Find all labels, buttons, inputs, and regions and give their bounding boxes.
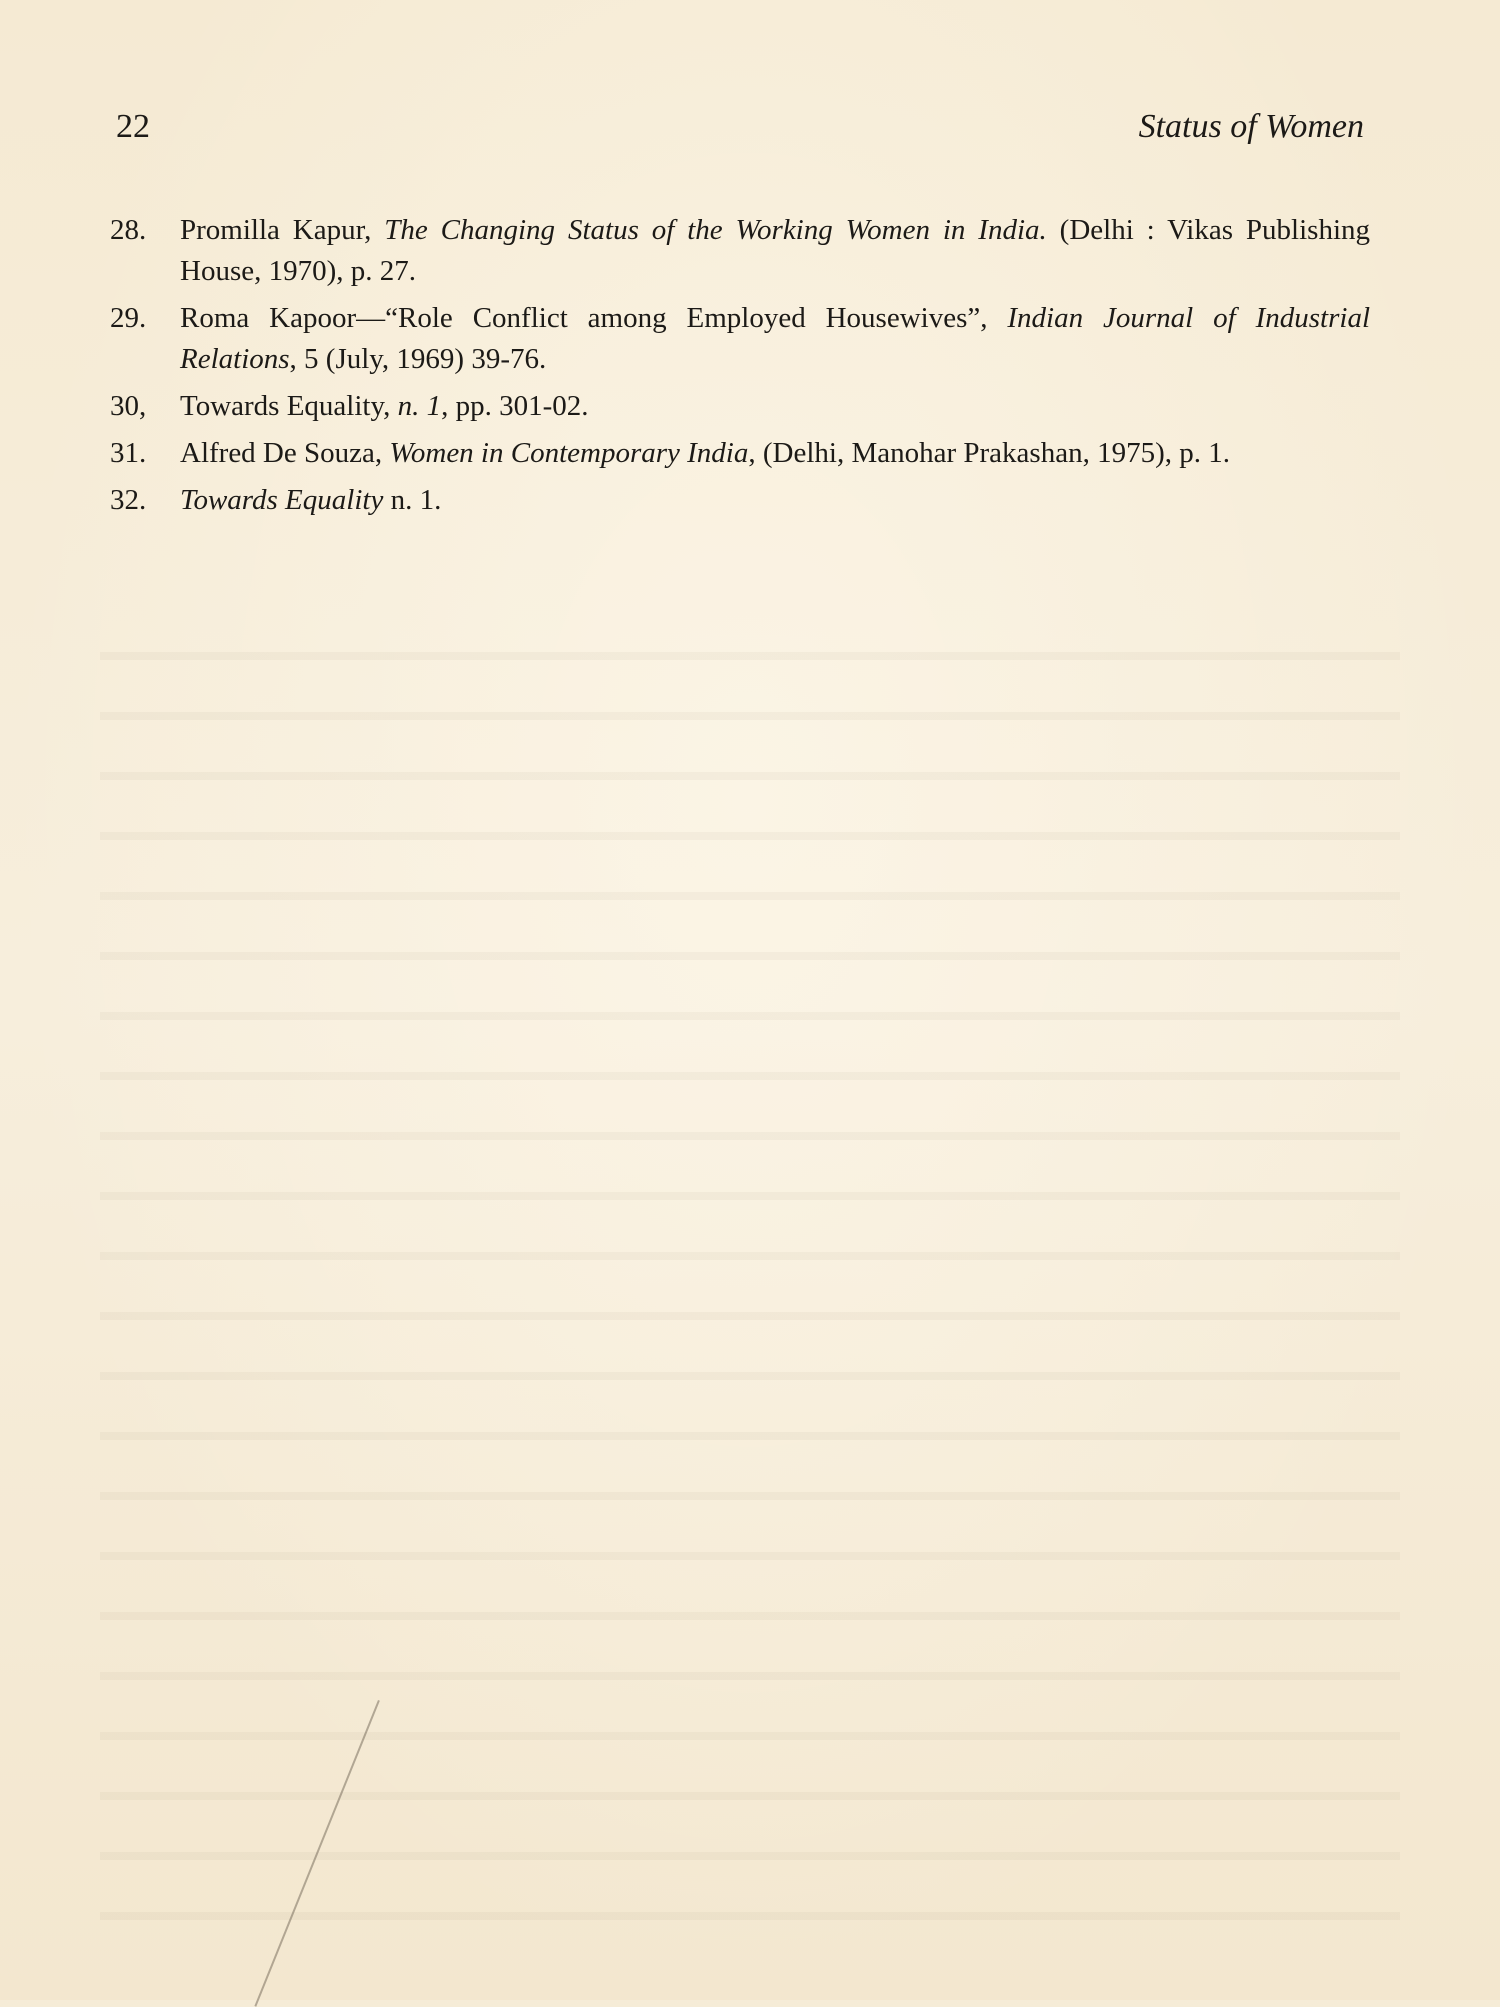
- endnote-text: [180, 214, 1370, 287]
- show-through-texture: [100, 600, 1400, 1950]
- endnote-text-run: Alfred De Souza,: [180, 437, 390, 469]
- endnote-number: 31.: [110, 437, 147, 469]
- endnote-text-run: Promilla Kapur,: [180, 214, 385, 246]
- endnote-number: 30,: [110, 390, 147, 422]
- running-head: Status of Women: [1138, 108, 1364, 145]
- endnote-item: [110, 298, 1370, 380]
- endnote-title-italic: Towards Equality: [180, 484, 384, 516]
- endnote-text-run: n. 1.: [383, 484, 442, 516]
- endnote-title-italic: Indian Journal of Industrial Relations: [180, 302, 1371, 375]
- endnote-text: [180, 390, 589, 422]
- endnote-text-run: , pp. 301-02.: [441, 390, 589, 422]
- endnote-item: [110, 210, 1370, 292]
- endnote-text: [180, 302, 1370, 375]
- endnotes-list: [110, 210, 1370, 527]
- endnote-text-run: Towards Equality,: [180, 390, 398, 422]
- endnote-item: [110, 480, 1370, 521]
- endnote-number: 28.: [110, 214, 147, 246]
- endnote-text-run: , (Delhi, Manohar Prakashan, 1975), p. 1.: [748, 437, 1230, 469]
- endnote-item: [110, 386, 1370, 427]
- endnote-text-run: (Delhi : Vikas Publishing House, 1970), p. 27.: [180, 214, 1370, 287]
- endnote-number: 32.: [110, 484, 147, 516]
- page-number: 22: [116, 108, 150, 145]
- endnote-item: [110, 433, 1370, 474]
- endnote-text-run: Roma Kapoor—“Role Conflict among Employed Housewives”,: [180, 302, 1008, 334]
- endnote-title-italic: n. 1: [397, 390, 442, 422]
- endnote-text: [180, 437, 1230, 469]
- endnote-title-italic: The Changing Status of the Working Women in India.: [384, 214, 1047, 246]
- endnote-text: [180, 484, 441, 516]
- endnote-title-italic: Women in Contemporary India: [389, 437, 749, 469]
- page-header: [116, 108, 1364, 158]
- endnote-number: 29.: [110, 302, 147, 334]
- endnote-text-run: , 5 (July, 1969) 39-76.: [289, 343, 547, 375]
